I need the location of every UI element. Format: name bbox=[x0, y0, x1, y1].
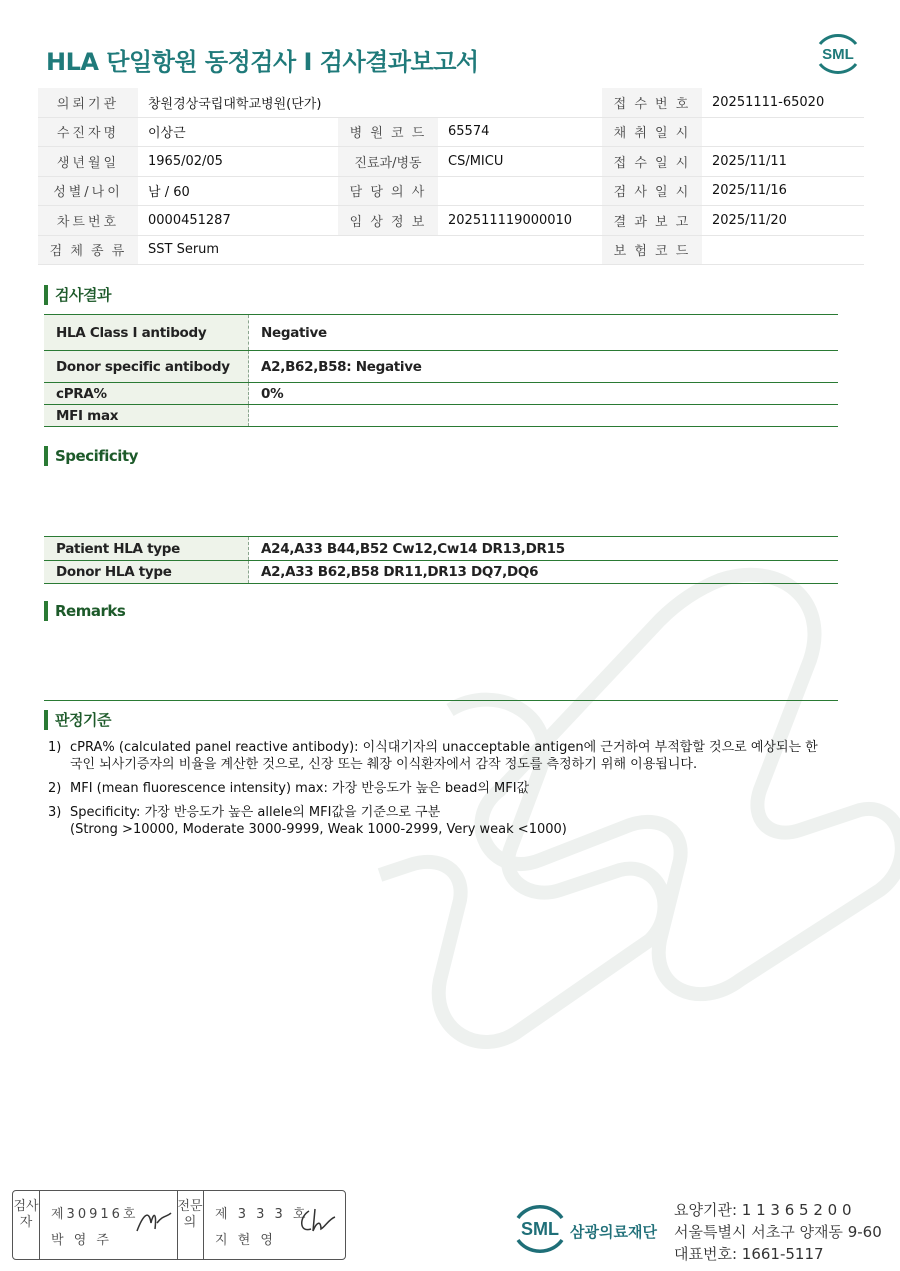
criteria-text: cPRA% (calculated panel reactive antibody): 이식대기자의 unacceptable antigen에 근거하여 부적합할 것으로 예상되는 한국인 뇌사기증자의 비율을 계산한 것으로, 신장 또는 췌장 이식환자에서 감작 정도를 측정하기 위해 이용됩니다. bbox=[70, 740, 818, 772]
info-key: 의뢰기관 bbox=[38, 88, 138, 117]
info-value bbox=[702, 117, 864, 147]
result-value: A2,B62,B58: Negative bbox=[249, 351, 839, 383]
remarks-heading: Remarks bbox=[44, 601, 125, 621]
criteria-text: Specificity: 가장 반응도가 높은 allele의 MFI값을 기준으로 구분 bbox=[70, 805, 441, 820]
info-value: SST Serum bbox=[138, 235, 602, 265]
result-label: HLA Class I antibody bbox=[44, 315, 249, 351]
result-label: MFI max bbox=[44, 405, 249, 427]
info-row bbox=[38, 176, 864, 206]
info-key: 차트번호 bbox=[38, 206, 138, 236]
info-value: 2025/11/11 bbox=[702, 147, 864, 177]
criteria-text-scale: (Strong >10000, Moderate 3000-9999, Weak 1000-2999, Very weak <1000) bbox=[70, 822, 567, 837]
criteria-number: 1) bbox=[48, 740, 62, 755]
table-row bbox=[44, 537, 838, 561]
criteria-text: MFI (mean fluorescence intensity) max: 가장 반응도가 높은 bead의 MFI값 bbox=[70, 781, 530, 796]
criteria-number: 3) bbox=[48, 805, 62, 820]
table-row bbox=[44, 351, 838, 383]
info-key: 보 험 코 드 bbox=[602, 235, 702, 265]
info-value: CS/MICU bbox=[438, 147, 602, 177]
specificity-heading: Specificity bbox=[44, 446, 138, 466]
info-value: 1965/02/05 bbox=[138, 147, 338, 177]
specialist-license: 제 3 3 3 호 bbox=[215, 1207, 309, 1222]
info-value: 2025/11/20 bbox=[702, 206, 864, 236]
table-row bbox=[44, 383, 838, 405]
info-value: 65574 bbox=[438, 117, 602, 147]
specialist-label: 전문의 bbox=[177, 1199, 203, 1230]
institution-code: 요양기관: 1 1 3 6 5 2 0 0 bbox=[674, 1201, 852, 1219]
info-row bbox=[38, 117, 864, 147]
svg-text:SML: SML bbox=[822, 46, 854, 63]
result-label: Donor specific antibody bbox=[44, 351, 249, 383]
criteria-item bbox=[48, 804, 830, 838]
org-phone: 대표번호: 1661-5117 bbox=[674, 1245, 824, 1263]
result-value bbox=[249, 405, 839, 427]
info-key: 접 수 일 시 bbox=[602, 147, 702, 177]
inspector-label: 검사자 bbox=[13, 1199, 39, 1230]
info-key: 채 취 일 시 bbox=[602, 117, 702, 147]
inspector-signature bbox=[133, 1205, 175, 1237]
info-value: 0000451287 bbox=[138, 206, 338, 236]
sml-logo-icon bbox=[812, 30, 864, 76]
patient-info-table bbox=[38, 88, 864, 265]
info-row bbox=[38, 147, 864, 177]
specialist-signature bbox=[295, 1205, 339, 1237]
hla-value: A24,A33 B44,B52 Cw12,Cw14 DR13,DR15 bbox=[249, 537, 839, 561]
org-name: 삼광의료재단 bbox=[570, 1223, 657, 1241]
info-key: 수진자명 bbox=[38, 117, 138, 147]
info-value bbox=[702, 235, 864, 265]
divider bbox=[203, 1191, 204, 1259]
info-value: 남 / 60 bbox=[138, 176, 338, 206]
org-address: 서울특별시 서초구 양재동 9-60 bbox=[674, 1223, 882, 1241]
info-key: 검 사 일 시 bbox=[602, 176, 702, 206]
results-heading: 검사결과 bbox=[44, 285, 111, 305]
results-table bbox=[44, 314, 838, 427]
info-row bbox=[38, 235, 864, 265]
result-value: 0% bbox=[249, 383, 839, 405]
criteria-item bbox=[48, 739, 830, 773]
info-value bbox=[438, 176, 602, 206]
inspector-license: 제30916호 bbox=[51, 1207, 139, 1222]
table-row bbox=[44, 405, 838, 427]
table-row bbox=[44, 315, 838, 351]
info-value: 이상근 bbox=[138, 117, 338, 147]
hla-label: Donor HLA type bbox=[44, 561, 249, 584]
hla-type-table bbox=[44, 536, 838, 584]
divider bbox=[39, 1191, 40, 1259]
info-value: 2025/11/16 bbox=[702, 176, 864, 206]
table-row bbox=[44, 561, 838, 584]
info-row bbox=[38, 206, 864, 236]
info-key: 생년월일 bbox=[38, 147, 138, 177]
info-key: 담 당 의 사 bbox=[338, 176, 438, 206]
svg-text:SML: SML bbox=[521, 1219, 559, 1239]
hla-value: A2,A33 B62,B58 DR11,DR13 DQ7,DQ6 bbox=[249, 561, 839, 584]
inspector-name: 박 영 주 bbox=[51, 1233, 112, 1248]
info-key: 접 수 번 호 bbox=[602, 88, 702, 117]
info-value: 20251111-65020 bbox=[702, 88, 864, 117]
criteria-heading: 판정기준 bbox=[44, 710, 111, 730]
info-key: 결 과 보 고 bbox=[602, 206, 702, 236]
result-label: cPRA% bbox=[44, 383, 249, 405]
criteria-number: 2) bbox=[48, 781, 62, 796]
info-key: 병 원 코 드 bbox=[338, 117, 438, 147]
specialist-name: 지 현 영 bbox=[215, 1233, 276, 1248]
info-key: 임 상 정 보 bbox=[338, 206, 438, 236]
result-value: Negative bbox=[249, 315, 839, 351]
info-key: 성별/나이 bbox=[38, 176, 138, 206]
hla-label: Patient HLA type bbox=[44, 537, 249, 561]
info-value: 창원경상국립대학교병원(단가) bbox=[138, 88, 602, 117]
sml-logo-icon bbox=[510, 1200, 570, 1256]
criteria-item bbox=[48, 780, 830, 797]
signature-box bbox=[12, 1190, 346, 1260]
remarks-divider bbox=[44, 700, 838, 701]
info-value: 202511119000010 bbox=[438, 206, 602, 236]
info-key: 검 체 종 류 bbox=[38, 235, 138, 265]
report-title: HLA 단일항원 동정검사 I 검사결과보고서 bbox=[46, 48, 479, 76]
info-key: 진료과/병동 bbox=[338, 147, 438, 177]
info-row bbox=[38, 88, 864, 117]
